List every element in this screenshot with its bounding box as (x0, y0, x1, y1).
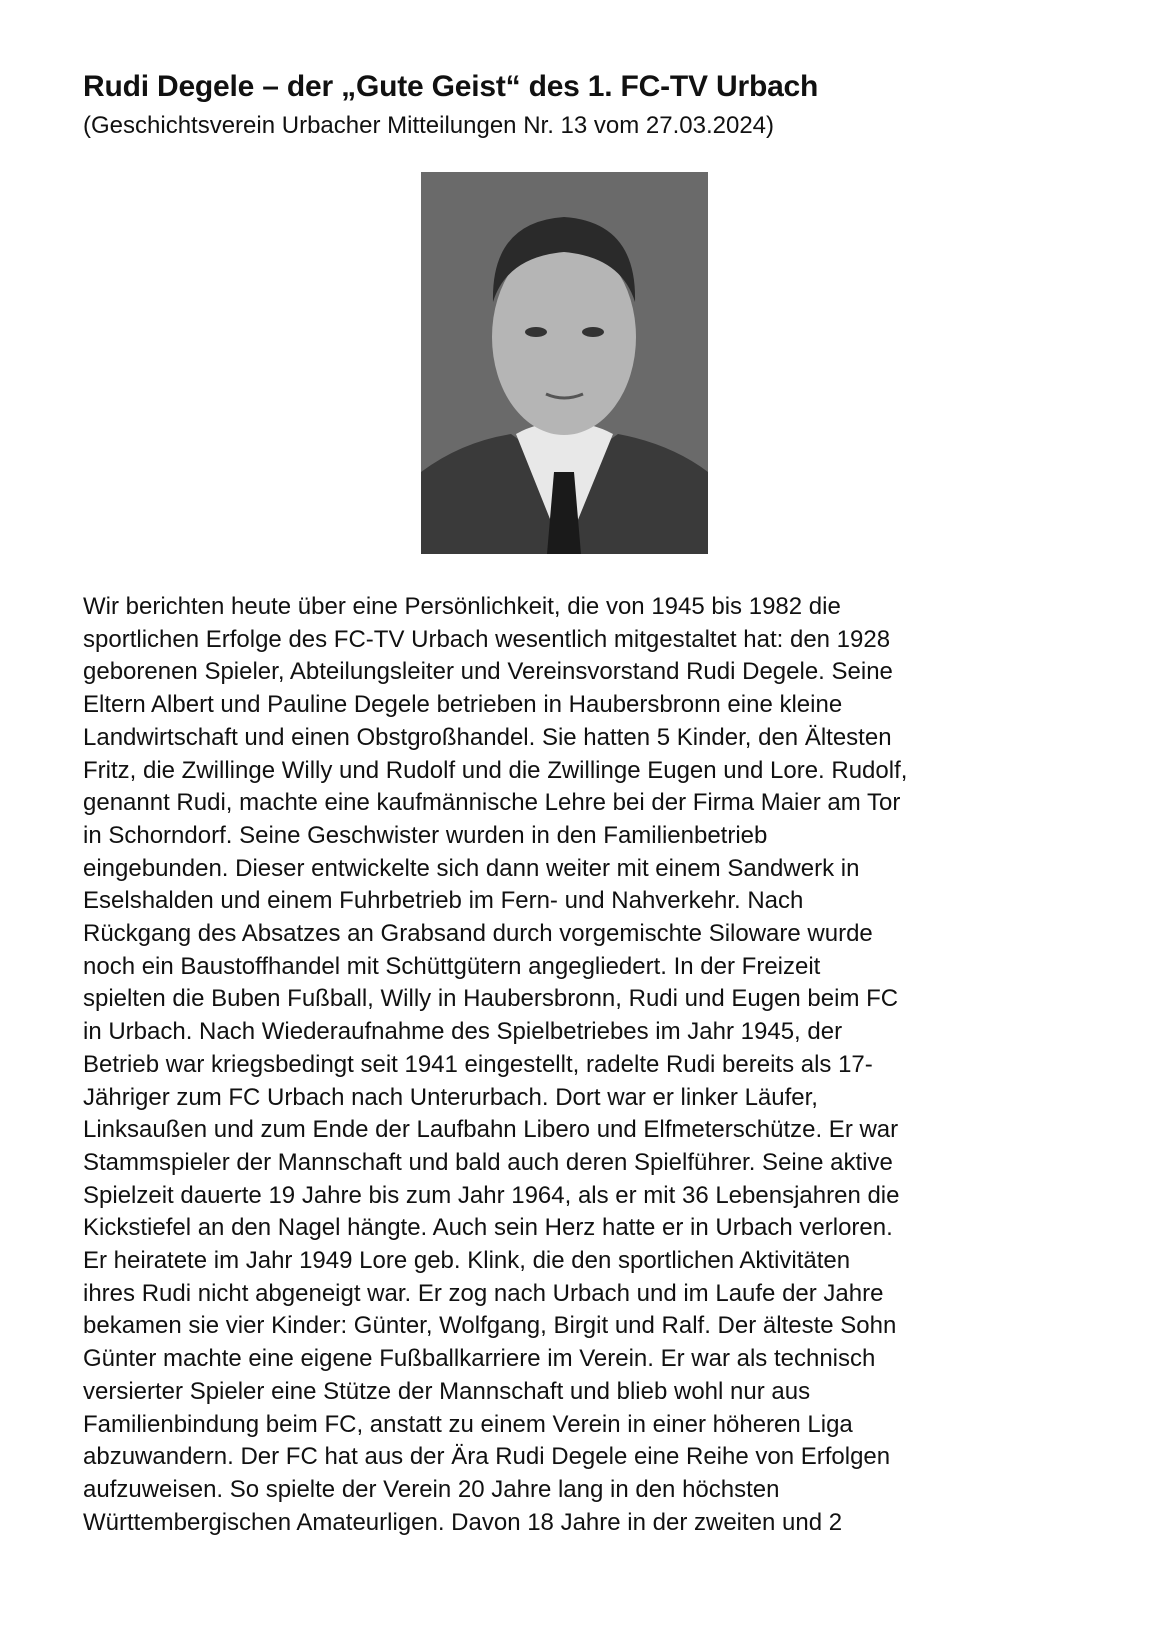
body-line: eingebunden. Dieser entwickelte sich dann weiter mit einem Sandwerk in (83, 854, 860, 882)
body-line: Eltern Albert und Pauline Degele betrieben in Haubersbronn eine kleine (83, 691, 843, 719)
body-line: abzuwandern. Der FC hat aus der Ära Rudi Degele eine Reihe von Erfolgen (83, 1443, 891, 1471)
portrait-photo (421, 172, 708, 554)
body-line: versierter Spieler eine Stütze der Mannschaft und blieb wohl nur aus (83, 1377, 811, 1405)
body-line: Württembergischen Amateurligen. Davon 18 Jahre in der zweiten und 2 (83, 1508, 843, 1536)
body-line: Landwirtschaft und einen Obstgroßhandel. Sie hatten 5 Kinder, den Ältesten (83, 723, 892, 751)
body-line: Stammspieler der Mannschaft und bald auch deren Spielführer. Seine aktive (83, 1148, 893, 1176)
article-body (83, 591, 907, 1539)
body-line: bekamen sie vier Kinder: Günter, Wolfgang, Birgit und Ralf. Der älteste Sohn (83, 1312, 897, 1340)
body-line: Rückgang des Absatzes an Grabsand durch vorgemischte Siloware wurde (83, 920, 873, 948)
body-line: aufzuweisen. So spielte der Verein 20 Jahre lang in den höchsten (83, 1475, 780, 1503)
page-title: Rudi Degele – der „Gute Geist“ des 1. FC-TV Urbach (83, 70, 819, 103)
body-line: Spielzeit dauerte 19 Jahre bis zum Jahr 1964, als er mit 36 Lebensjahren die (83, 1181, 900, 1209)
body-line: noch ein Baustoffhandel mit Schüttgütern angegliedert. In der Freizeit (83, 952, 821, 980)
body-line: spielten die Buben Fußball, Willy in Haubersbronn, Rudi und Eugen beim FC (83, 985, 899, 1013)
body-line: Linksaußen und zum Ende der Laufbahn Libero und Elfmeterschütze. Er war (83, 1116, 899, 1144)
body-line: in Schorndorf. Seine Geschwister wurden in den Familienbetrieb (83, 821, 768, 849)
body-line: geborenen Spieler, Abteilungsleiter und Vereinsvorstand Rudi Degele. Seine (83, 658, 893, 686)
body-line: Fritz, die Zwillinge Willy und Rudolf und die Zwillinge Eugen und Lore. Rudolf, (83, 756, 908, 784)
body-line: sportlichen Erfolge des FC-TV Urbach wesentlich mitgestaltet hat: den 1928 (83, 625, 891, 653)
body-line: Kickstiefel an den Nagel hängte. Auch sein Herz hatte er in Urbach verloren. (83, 1214, 893, 1242)
body-line: Wir berichten heute über eine Persönlichkeit, die von 1945 bis 1982 die (83, 593, 841, 620)
body-line: Betrieb war kriegsbedingt seit 1941 eingestellt, radelte Rudi bereits als 17- (83, 1050, 873, 1078)
body-line: Familienbindung beim FC, anstatt zu einem Verein in einer höheren Liga (83, 1410, 853, 1438)
page-subtitle: (Geschichtsverein Urbacher Mitteilungen Nr. 13 vom 27.03.2024) (83, 112, 775, 139)
body-line: Eselshalden und einem Fuhrbetrieb im Fern- und Nahverkehr. Nach (83, 887, 804, 915)
body-line: ihres Rudi nicht abgeneigt war. Er zog nach Urbach und im Laufe der Jahre (83, 1279, 884, 1307)
body-line: genannt Rudi, machte eine kaufmännische Lehre bei der Firma Maier am Tor (83, 789, 901, 817)
body-line: Jähriger zum FC Urbach nach Unterurbach. Dort war er linker Läufer, (83, 1083, 818, 1111)
body-line: in Urbach. Nach Wiederaufnahme des Spielbetriebes im Jahr 1945, der (83, 1018, 843, 1046)
body-line: Er heiratete im Jahr 1949 Lore geb. Klink, die den sportlichen Aktivitäten (83, 1247, 851, 1275)
body-line: Günter machte eine eigene Fußballkarriere im Verein. Er war als technisch (83, 1345, 876, 1373)
